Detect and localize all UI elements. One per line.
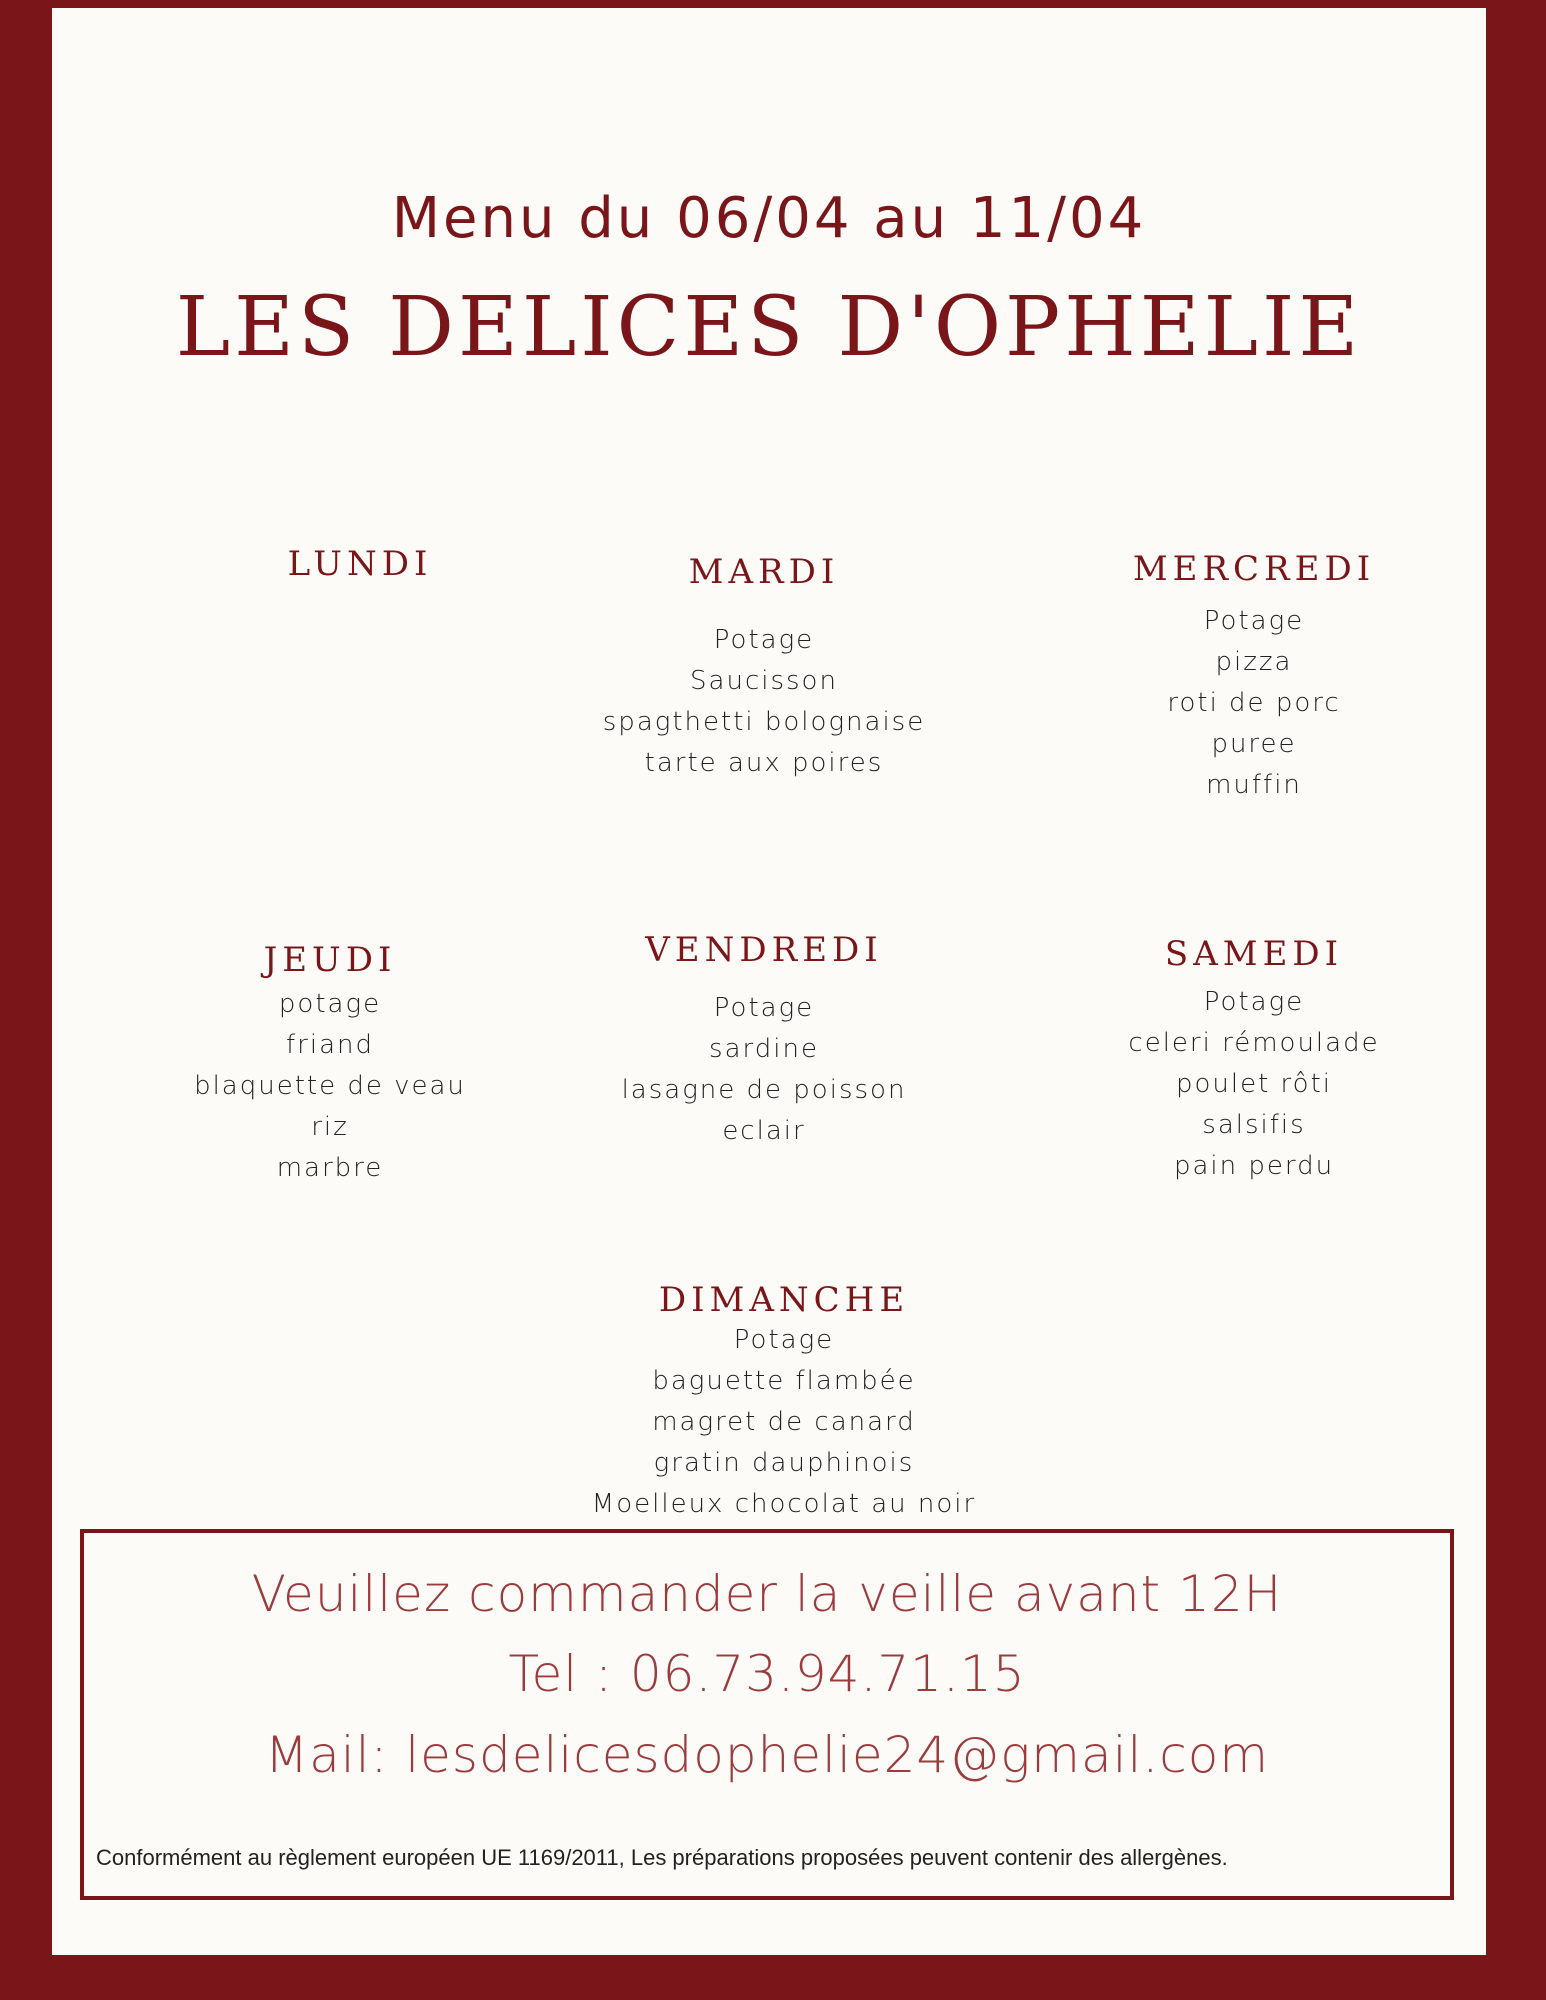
day-name-samedi: SAMEDI	[1164, 934, 1344, 974]
menu-items-samedi	[1064, 982, 1444, 1187]
restaurant-title: LES DELICES D'OPHELIE	[175, 280, 1363, 375]
menu-item: muffin	[1206, 770, 1302, 800]
menu-item: friand	[286, 1030, 374, 1060]
menu-item: gratin dauphinois	[653, 1448, 915, 1478]
menu-item: salsifis	[1202, 1110, 1306, 1140]
menu-item: magret de canard	[652, 1407, 916, 1437]
day-samedi	[1064, 934, 1444, 1187]
email-address: Mail: lesdelicesdophelie24@gmail.com	[264, 1726, 1270, 1784]
menu-item: Saucisson	[690, 666, 838, 696]
menu-sheet	[52, 8, 1486, 1955]
menu-item: spagthetti bolognaise	[602, 707, 926, 737]
allergen-notice: Conformément au règlement européen UE 1169/2011, Les préparations proposées peuvent contenir des allergènes.	[96, 1845, 1228, 1870]
day-lundi	[190, 544, 530, 584]
day-vendredi	[574, 930, 954, 1152]
menu-item: poulet rôti	[1175, 1069, 1332, 1099]
menu-item: baguette flambée	[652, 1366, 916, 1396]
menu-item: marbre	[276, 1153, 384, 1183]
day-name-lundi: LUNDI	[287, 544, 433, 584]
order-info-box	[80, 1529, 1454, 1900]
day-dimanche	[564, 1280, 1004, 1525]
order-deadline-text: Veuillez commander la veille avant 12H	[251, 1565, 1283, 1623]
menu-item: eclair	[722, 1116, 806, 1146]
phone-number: Tel : 06.73.94.71.15	[508, 1645, 1026, 1703]
menu-date-range: Menu du 06/04 au 11/04	[391, 186, 1147, 251]
menu-items-mercredi	[1064, 601, 1444, 806]
menu-item: riz	[311, 1112, 349, 1142]
menu-item: Potage	[713, 993, 815, 1023]
day-jeudi	[140, 940, 520, 1189]
menu-items-vendredi	[574, 988, 954, 1152]
menu-items-jeudi	[140, 984, 520, 1189]
menu-item: celeri rémoulade	[1128, 1028, 1380, 1058]
menu-item: blaquette de veau	[194, 1071, 466, 1101]
menu-item: Potage	[733, 1325, 835, 1355]
menu-item: roti de porc	[1167, 688, 1341, 718]
day-mercredi	[1064, 549, 1444, 806]
menu-item: pain perdu	[1173, 1151, 1335, 1181]
menu-items-mardi	[584, 620, 944, 784]
menu-item: Potage	[713, 625, 815, 655]
day-mardi	[584, 552, 944, 784]
menu-item: tarte aux poires	[644, 748, 884, 778]
menu-item: Potage	[1203, 987, 1305, 1017]
day-name-dimanche: DIMANCHE	[658, 1280, 910, 1320]
day-name-jeudi: JEUDI	[263, 940, 397, 980]
menu-item: Moelleux chocolat au noir	[591, 1489, 977, 1519]
menu-item: sardine	[709, 1034, 819, 1064]
menu-item: puree	[1211, 729, 1297, 759]
menu-item: pizza	[1215, 647, 1293, 677]
day-name-mercredi: MERCREDI	[1132, 549, 1376, 589]
day-name-vendredi: VENDREDI	[645, 930, 883, 970]
menu-items-dimanche	[564, 1320, 1004, 1525]
menu-item: Potage	[1203, 606, 1305, 636]
menu-item: lasagne de poisson	[621, 1075, 907, 1105]
day-name-mardi: MARDI	[688, 552, 840, 592]
menu-item: potage	[278, 989, 382, 1019]
